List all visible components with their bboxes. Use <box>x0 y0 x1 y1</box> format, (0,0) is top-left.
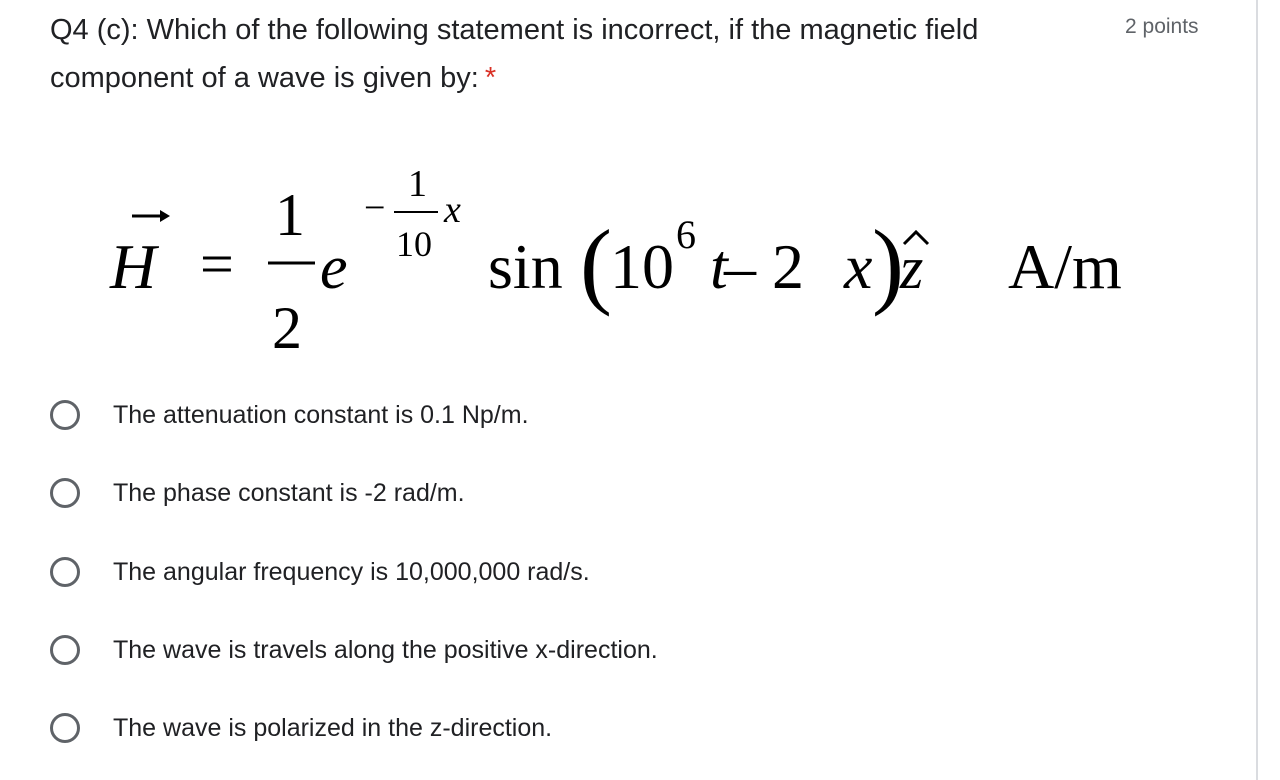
option-label: The attenuation constant is 0.1 Np/m. <box>113 400 529 429</box>
radio-button[interactable] <box>50 478 80 508</box>
eq-arg-t: t <box>710 231 728 302</box>
eq-close-paren: ) <box>872 210 904 317</box>
option-label: The wave is travels along the positive x-direction. <box>113 635 658 664</box>
eq-open-paren: ( <box>580 210 612 317</box>
eq-exp-sign: − <box>364 187 386 229</box>
radio-button[interactable] <box>50 557 80 587</box>
eq-arg1: 10 <box>610 231 674 302</box>
option-row[interactable] <box>50 620 950 680</box>
option-row[interactable] <box>50 463 950 523</box>
option-label: The angular frequency is 10,000,000 rad/s. <box>113 557 590 586</box>
eq-sin: sin <box>488 231 563 302</box>
question-title <box>50 6 1120 102</box>
eq-unit-vec: z <box>900 235 924 301</box>
eq-coef-num: 1 <box>275 182 305 248</box>
required-asterisk: * <box>484 62 497 94</box>
question-text: Q4 (c): Which of the following statement is incorrect, if the magnetic field component of a wave is given by: <box>50 14 979 94</box>
option-row[interactable] <box>50 698 950 758</box>
option-row[interactable] <box>50 385 950 445</box>
points-label: 2 points <box>1125 15 1199 38</box>
eq-exp-var: x <box>444 189 461 231</box>
eq-arg-rest: – 2 <box>724 231 804 302</box>
radio-button[interactable] <box>50 635 80 665</box>
eq-equals: = <box>200 231 234 297</box>
eq-lhs: H <box>110 231 157 302</box>
eq-exp-den: 10 <box>396 224 432 264</box>
eq-arg-x: x <box>844 231 873 302</box>
radio-button[interactable] <box>50 400 80 430</box>
option-label: The phase constant is -2 rad/m. <box>113 478 465 507</box>
eq-exp-num: 1 <box>408 163 427 205</box>
equation-image <box>110 160 1170 360</box>
radio-button[interactable] <box>50 713 80 743</box>
vector-arrow-icon <box>132 210 170 222</box>
eq-base: e <box>320 234 348 302</box>
option-label: The wave is polarized in the z-direction. <box>113 713 553 742</box>
eq-coef-den: 2 <box>272 295 302 361</box>
option-row[interactable] <box>50 542 950 602</box>
equation-svg <box>110 160 1170 360</box>
eq-arg1-exp: 6 <box>676 212 696 257</box>
eq-unit: A/m <box>1008 231 1122 302</box>
